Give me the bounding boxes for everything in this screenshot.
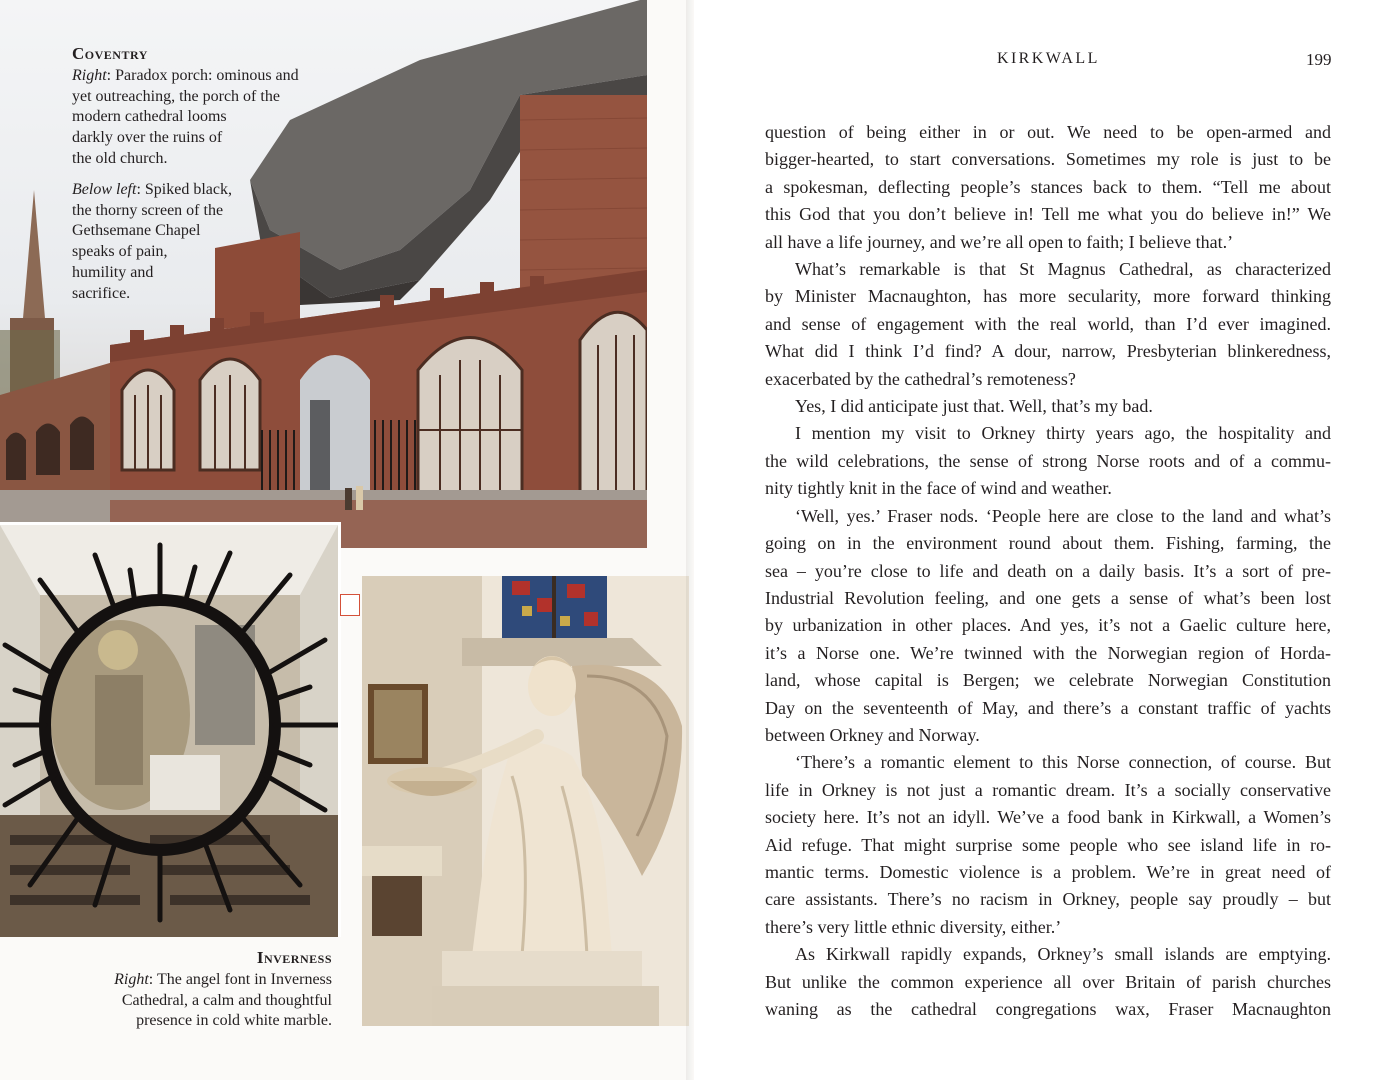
coventry-below-left-line: sacrifice.	[72, 284, 131, 302]
coventry-below-left-label: Below left	[72, 180, 137, 198]
body-line: exacerbated by the cathedral’s remoteness?	[765, 368, 1076, 389]
inverness-right-label: Right	[114, 970, 149, 988]
coventry-below-left-line: humility and	[72, 263, 154, 281]
body-line: I mention my visit to Orkney thirty years ago, the hospitality and	[795, 423, 1331, 444]
body-line: this God that you don’t believe in! Tell me what you do believe in!” We	[765, 204, 1331, 225]
inverness-heading: Inverness	[256, 948, 332, 967]
body-line: ‘There’s a romantic element to this Norse connection, of course. But	[795, 752, 1331, 773]
body-line: question of being either in or out. We need to be open-armed and	[765, 122, 1331, 142]
coventry-right-line: darkly over the ruins of	[72, 129, 223, 147]
body-line: the wild celebrations, the sense of strong Norse roots and of a commu-	[765, 450, 1331, 471]
inverness-right-line: Cathedral, a calm and thoughtful	[121, 991, 332, 1009]
body-line: by urbanization in other places. And yes, it’s not a Gaelic culture here,	[765, 615, 1331, 636]
body-line: What’s remarkable is that St Magnus Cathedral, as characterized	[795, 259, 1331, 280]
gethsemane-chapel-photo	[0, 522, 341, 937]
coventry-below-left-line: the thorny screen of the	[72, 201, 224, 219]
body-line: and sense of engagement with the real world, than I’d ever imagined.	[765, 313, 1331, 334]
body-line: Industrial Revolution feeling, and one gets a sense of what’s been lost	[765, 587, 1331, 608]
inverness-angel-font-photo	[362, 576, 689, 1026]
body-line: But unlike the common experience all over Britain of parish churches	[765, 971, 1331, 992]
coventry-caption	[72, 44, 334, 305]
body-line: there’s very little ethnic diversity, either.’	[765, 916, 1062, 937]
body-line: bigger-hearted, to start conversations. Sometimes my role is just to be	[765, 149, 1331, 170]
body-line: society here. It’s not an idyll. We’ve a food bank in Kirkwall, a Women’s	[765, 807, 1331, 828]
coventry-below-left-line: speaks of pain,	[72, 243, 168, 261]
body-line: life in Orkney is not just a romantic dream. It’s a socially conservative	[765, 779, 1331, 800]
body-line: sea – you’re close to life and death on a daily basis. It’s a sort of pre-	[765, 560, 1331, 581]
body-line: it’s a Norse one. We’re twinned with the Norwegian region of Horda-	[765, 642, 1331, 663]
body-line: ‘Well, yes.’ Fraser nods. ‘People here are close to the land and what’s	[795, 505, 1331, 526]
crop-marker	[340, 594, 360, 616]
coventry-heading: Coventry	[72, 44, 148, 63]
body-line: Yes, I did anticipate just that. Well, that’s my bad.	[795, 396, 1153, 417]
coventry-right-line: modern cathedral looms	[72, 108, 227, 126]
coventry-right-line: : Paradox porch: ominous and	[106, 66, 299, 84]
body-line: all have a life journey, and we’re all open to faith; I believe that.’	[765, 231, 1234, 252]
body-line: land, whose capital is Bergen; we celebrate Norwegian Constitution	[765, 670, 1331, 691]
body-line: Day on the seventeenth of May, and there’s a constant traffic of yachts	[765, 697, 1331, 718]
body-line: waning as the cathedral congregations wax, Fraser Macnaughton	[765, 999, 1331, 1019]
body-line: care assistants. There’s no racism in Orkney, people say proudly – but	[765, 889, 1331, 910]
body-text	[765, 119, 1331, 1023]
coventry-below-left-line: : Spiked black,	[136, 180, 232, 198]
body-line: As Kirkwall rapidly expands, Orkney’s small islands are emptying.	[795, 944, 1331, 965]
coventry-below-left-line: Gethsemane Chapel	[72, 222, 201, 240]
inverness-right-line: presence in cold white marble.	[136, 1012, 332, 1030]
coventry-right-line: the old church.	[72, 149, 168, 167]
page-number: 199	[1306, 50, 1332, 69]
body-line: What did I think I’d find? A dour, narrow, Presbyterian blinkeredness,	[765, 341, 1331, 362]
coventry-right-line: yet outreaching, the porch of the	[72, 87, 280, 105]
body-line: between Orkney and Norway.	[765, 724, 980, 745]
inverness-right-line: : The angel font in Inverness	[148, 970, 332, 988]
body-line: Aid refuge. That might surprise some people who see island life in ro-	[765, 834, 1331, 855]
coventry-right-label: Right	[72, 66, 107, 84]
inverness-caption	[80, 948, 332, 1032]
body-line: mantic terms. Domestic violence is a problem. We’re in great need of	[765, 861, 1331, 882]
running-head: KIRKWALL	[997, 50, 1100, 67]
body-line: nity tightly knit in the face of wind and weather.	[765, 478, 1112, 499]
body-line: a spokesman, deflecting people’s stances back to them. “Tell me about	[765, 176, 1331, 197]
body-line: going on in the environment round about them. Fishing, farming, the	[765, 533, 1331, 554]
body-line: by Minister Macnaughton, has more secularity, more forward thinking	[765, 286, 1331, 307]
